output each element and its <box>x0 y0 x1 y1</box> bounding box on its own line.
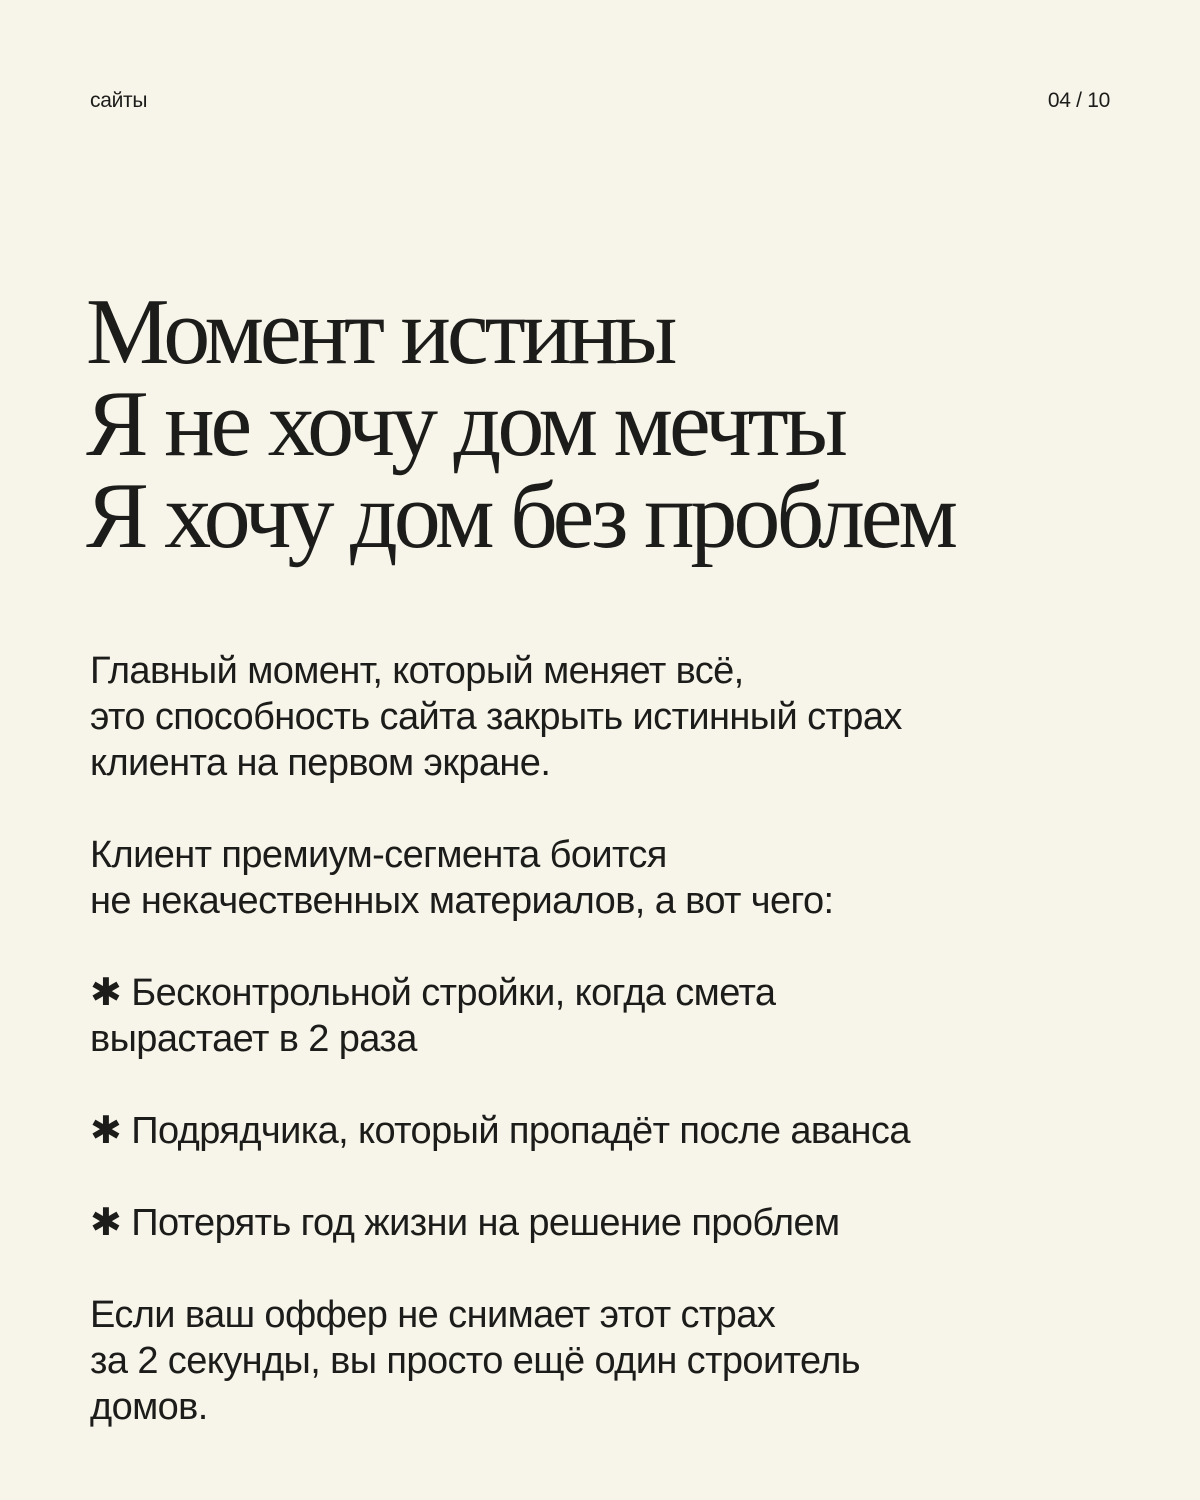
category-label: сайты <box>90 89 148 112</box>
intro-paragraph <box>90 648 1130 786</box>
text-line: домов. <box>90 1386 208 1428</box>
fear-bullet <box>90 970 1130 1062</box>
text-line <box>90 1200 1130 1246</box>
bullet-text: Подрядчика, который пропадёт после аванса <box>131 1110 910 1152</box>
headline-line: Я хочу дом без проблем <box>86 464 954 568</box>
headline <box>86 280 1146 568</box>
text-line: клиента на первом экране. <box>90 742 551 784</box>
asterisk-icon: ✱ <box>90 972 122 1014</box>
text-line: Клиент премиум-сегмента боится <box>90 834 667 876</box>
text-line: это способность сайта закрыть истинный страх <box>90 696 902 738</box>
fear-bullet <box>90 1200 1130 1246</box>
asterisk-icon: ✱ <box>90 1110 122 1152</box>
text-line: не некачественных материалов, а вот чего: <box>90 880 834 922</box>
bullet-text: Бесконтрольной стройки, когда смета <box>131 972 776 1014</box>
page-counter: 04 / 10 <box>1047 89 1110 112</box>
text-line <box>90 970 1130 1016</box>
conclusion-paragraph <box>90 1292 1130 1430</box>
fear-bullet <box>90 1108 1130 1154</box>
headline-line: Я не хочу дом мечты <box>86 372 844 476</box>
fear-lead-paragraph <box>90 832 1130 924</box>
text-line: Если ваш оффер не снимает этот страх <box>90 1294 776 1336</box>
text-line: за 2 секунды, вы просто ещё один строитель <box>90 1340 860 1382</box>
top-bar <box>90 86 1110 116</box>
text-line <box>90 1108 1130 1154</box>
text-line: вырастает в 2 раза <box>90 1018 417 1060</box>
body-text <box>90 648 1130 1476</box>
bullet-text: Потерять год жизни на решение проблем <box>131 1202 840 1244</box>
headline-line: Момент истины <box>86 280 674 384</box>
text-line: Главный момент, который меняет всё, <box>90 650 744 692</box>
asterisk-icon: ✱ <box>90 1202 122 1244</box>
